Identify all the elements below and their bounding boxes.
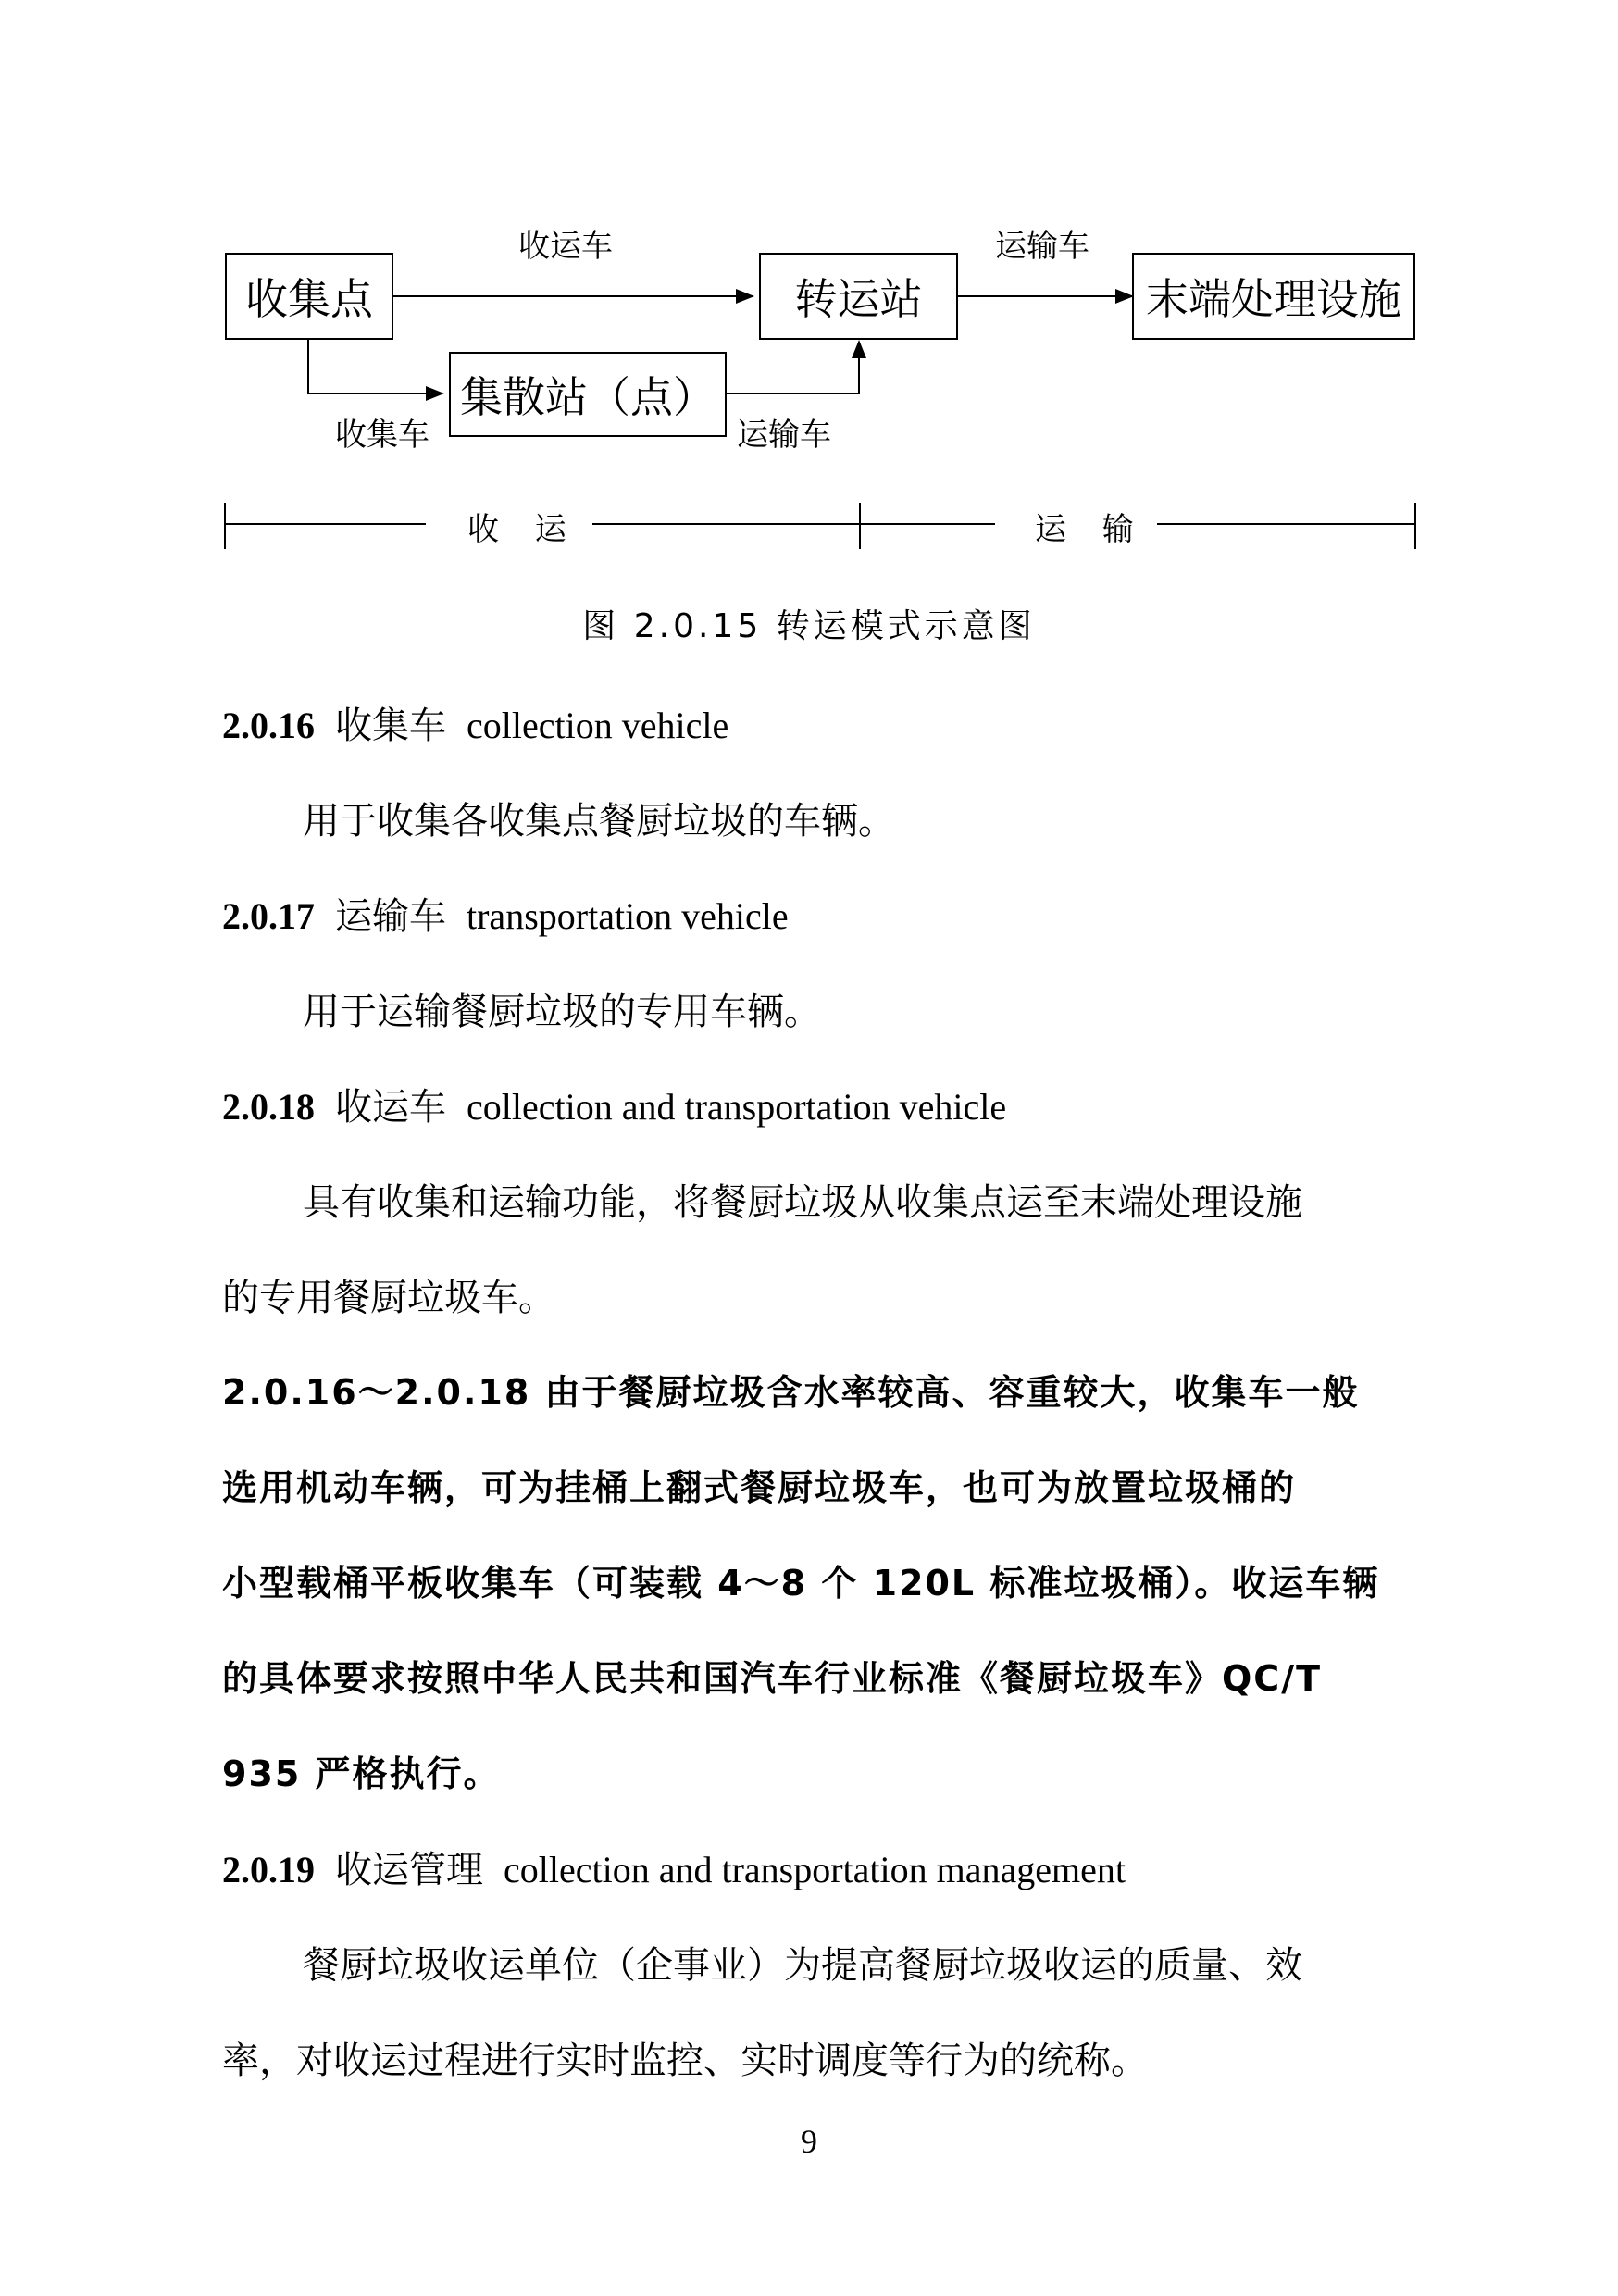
term-definition-2-0-18-line1: 具有收集和运输功能，将餐厨垃圾从收集点运至末端处理设施 [303, 1181, 1302, 1224]
term-en: transportation vehicle [467, 895, 789, 937]
term-number: 2.0.19 [222, 1849, 315, 1890]
phase-label-collection: 收 运 [467, 511, 579, 548]
term-zh: 收运管理 [335, 1849, 483, 1891]
edge-label-collect-vehicle: 收集车 [335, 417, 429, 454]
term-en: collection and transportation management [504, 1849, 1126, 1890]
term-definition-2-0-16: 用于收集各收集点餐厨垃圾的车辆。 [303, 800, 895, 842]
term-zh: 运输车 [335, 895, 446, 938]
arrow-collection-to-dispersal [308, 340, 442, 393]
phase-label-transport: 运 输 [1035, 511, 1147, 548]
arrow-dispersal-to-transfer [727, 342, 859, 393]
term-number: 2.0.18 [222, 1086, 315, 1128]
node-transfer-station: 转运站 [759, 253, 958, 340]
edge-label-transport-vehicle: 运输车 [737, 417, 831, 454]
term-definition-2-0-19-line2: 率，对收运过程进行实时监控、实时调度等行为的统称。 [222, 2040, 1148, 2082]
node-collection-point: 收集点 [225, 253, 393, 340]
edge-label-transport-top: 运输车 [995, 228, 1089, 265]
note-line-3: 小型载桶平板收集车（可装载 4～8 个 120L 标准垃圾桶）。收运车辆 [222, 1563, 1380, 1603]
term-number: 2.0.16 [222, 705, 315, 746]
note-line-5: 935 严格执行。 [222, 1753, 501, 1794]
term-zh: 收集车 [335, 705, 446, 747]
term-heading-2-0-18 [222, 1078, 1006, 1130]
term-heading-2-0-16 [222, 696, 728, 749]
term-number: 2.0.17 [222, 895, 315, 937]
figure-caption: 图 2.0.15 转运模式示意图 [582, 607, 1036, 645]
note-line-1: 2.0.16～2.0.18 由于餐厨垃圾含水率较高、容重较大，收集车一般 [222, 1372, 1360, 1413]
term-definition-2-0-18-line2: 的专用餐厨垃圾车。 [222, 1277, 555, 1319]
term-definition-2-0-17: 用于运输餐厨垃圾的专用车辆。 [303, 991, 821, 1033]
term-definition-2-0-19-line1: 餐厨垃圾收运单位（企事业）为提高餐厨垃圾收运的质量、效 [303, 1944, 1302, 1987]
node-dispersal-station: 集散站（点） [449, 352, 727, 437]
page-number: 9 [801, 2123, 817, 2160]
term-en: collection vehicle [467, 705, 729, 746]
term-zh: 收运车 [335, 1086, 446, 1129]
edge-label-collect-transport: 收运车 [518, 228, 613, 265]
note-line-2: 选用机动车辆，可为挂桶上翻式餐厨垃圾车，也可为放置垃圾桶的 [222, 1467, 1297, 1508]
term-heading-2-0-19 [222, 1841, 1126, 1893]
term-heading-2-0-17 [222, 887, 789, 940]
note-line-4: 的具体要求按照中华人民共和国汽车行业标准《餐厨垃圾车》QC/T [222, 1658, 1322, 1699]
term-en: collection and transportation vehicle [467, 1086, 1007, 1128]
node-end-facility: 末端处理设施 [1132, 253, 1415, 340]
